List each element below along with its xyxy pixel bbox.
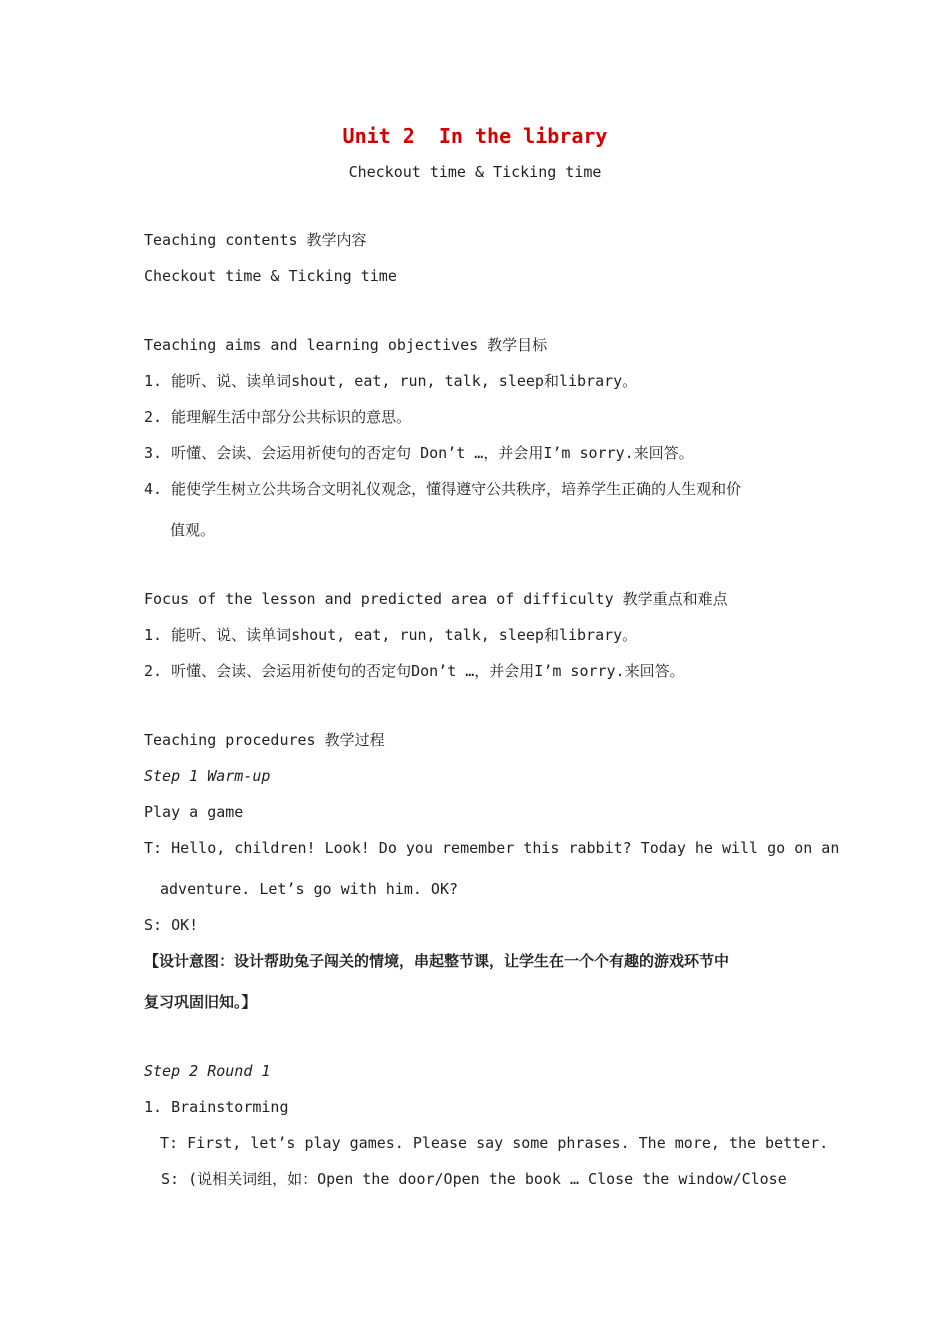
step2-activity: 1. Brainstorming xyxy=(144,1098,289,1116)
step1-title: Step 1 Warm-up xyxy=(144,767,271,785)
document-subtitle: Checkout time & Ticking time xyxy=(348,163,602,181)
step1-activity: Play a game xyxy=(144,803,244,821)
step1-teacher-line: T: Hello, children! Look! Do you remember this rabbit? Today he will go on an xyxy=(144,839,840,857)
aims-item-4-continued: 值观。 xyxy=(170,521,216,539)
focus-item-2: 2. 听懂、会读、会运用祈使句的否定句Don’t …，并会用I’m sorry.来回答。 xyxy=(144,662,685,680)
aims-heading: Teaching aims and learning objectives 教学目标 xyxy=(144,336,548,354)
step1-design-note-continued: 复习巩固旧知。】 xyxy=(144,993,257,1011)
contents-heading: Teaching contents 教学内容 xyxy=(144,231,367,249)
aims-item-4: 4. 能使学生树立公共场合文明礼仪观念，懂得遵守公共秩序，培养学生正确的人生观和价 xyxy=(144,480,742,498)
aims-item-1: 1. 能听、说、读单词shout, eat, run, talk, sleep和library。 xyxy=(144,372,638,390)
aims-item-3: 3. 听懂、会读、会运用祈使句的否定句 Don’t …，并会用I’m sorry.来回答。 xyxy=(144,444,694,462)
contents-text: Checkout time & Ticking time xyxy=(144,267,397,285)
step1-design-note: 【设计意图：设计帮助兔子闯关的情境，串起整节课，让学生在一个个有趣的游戏环节中 xyxy=(144,952,730,970)
step2-teacher-line: T: First, let’s play games. Please say some phrases. The more, the better. xyxy=(160,1134,829,1152)
step2-student-line: S: (说相关词组，如：Open the door/Open the book … Close the window/Close xyxy=(161,1170,787,1188)
focus-item-1: 1. 能听、说、读单词shout, eat, run, talk, sleep和library。 xyxy=(144,626,638,644)
procedures-heading: Teaching procedures 教学过程 xyxy=(144,731,385,749)
step1-teacher-line-continued: adventure. Let’s go with him. OK? xyxy=(160,880,459,898)
focus-heading: Focus of the lesson and predicted area of difficulty 教学重点和难点 xyxy=(144,590,728,608)
aims-item-2: 2. 能理解生活中部分公共标识的意思。 xyxy=(144,408,412,426)
document-title: Unit 2 In the library xyxy=(342,124,608,148)
step2-title: Step 2 Round 1 xyxy=(144,1062,271,1080)
step1-student-line: S: OK! xyxy=(144,916,199,934)
